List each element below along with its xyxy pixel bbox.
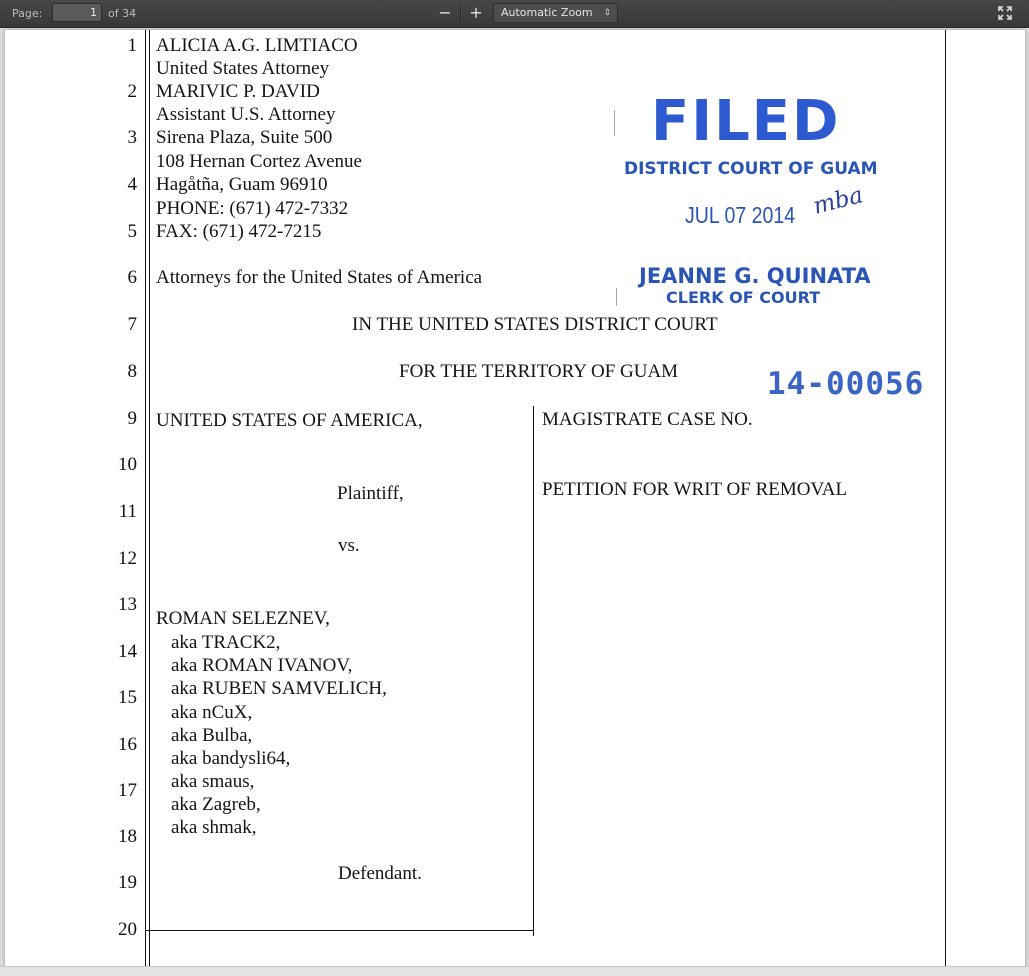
attorney-line: Assistant U.S. Attorney — [156, 104, 336, 125]
attorney-line: 108 Hernan Cortez Avenue — [156, 151, 362, 172]
alias-line: aka shmak, — [171, 817, 257, 838]
attorney-line: ALICIA A.G. LIMTIACO — [156, 35, 358, 56]
filed-stamp-court: DISTRICT COURT OF GUAM — [624, 159, 878, 179]
filed-stamp-date: JUL 07 2014 — [685, 202, 796, 228]
plaintiff-name: UNITED STATES OF AMERICA, — [156, 410, 423, 431]
attorney-line: FAX: (671) 472-7215 — [156, 221, 322, 242]
page-count: of 34 — [108, 7, 137, 20]
stamp-edge-mark — [616, 288, 617, 306]
line-number: 4 — [127, 174, 137, 195]
defendant-label: Defendant. — [338, 863, 422, 884]
attorney-line: PHONE: (671) 472-7332 — [156, 198, 349, 219]
line-number: 10 — [118, 454, 137, 475]
pdf-page — [5, 30, 1025, 975]
line-number: 3 — [127, 127, 137, 148]
line-number: 15 — [118, 687, 137, 708]
court-heading-line-2: FOR THE TERRITORY OF GUAM — [399, 361, 679, 382]
attorney-line: Sirena Plaza, Suite 500 — [156, 127, 333, 148]
zoom-select[interactable] — [493, 3, 618, 23]
versus-label: vs. — [338, 535, 360, 556]
pdf-toolbar — [0, 0, 1029, 28]
select-arrow-icon: ⇕ — [603, 8, 611, 18]
attorney-line: MARIVIC P. DAVID — [156, 81, 320, 102]
line-number: 17 — [118, 780, 137, 801]
case-number-label: MAGISTRATE CASE NO. — [542, 409, 753, 430]
zoom-select-value: Automatic Zoom — [501, 6, 593, 19]
clerk-name: JEANNE G. QUINATA — [639, 264, 871, 288]
caption-divider-rule — [533, 406, 534, 936]
alias-line: aka Bulba, — [171, 725, 253, 746]
zoom-out-button[interactable]: − — [438, 3, 452, 22]
line-number: 8 — [127, 361, 137, 382]
line-number: 2 — [127, 81, 137, 102]
page-number-input[interactable] — [52, 3, 102, 22]
case-number-stamp: 14-00056 — [767, 366, 925, 402]
petition-title: PETITION FOR WRIT OF REMOVAL — [542, 479, 848, 500]
page-label: Page: — [12, 7, 43, 20]
clerk-title: CLERK OF COURT — [666, 288, 821, 307]
document-viewer[interactable] — [0, 28, 1029, 975]
alias-line: aka ROMAN IVANOV, — [171, 655, 353, 676]
caption-bottom-rule — [145, 930, 534, 931]
plaintiff-label: Plaintiff, — [337, 483, 404, 504]
line-number: 13 — [118, 594, 137, 615]
alias-line: aka bandysli64, — [171, 748, 291, 769]
alias-line: aka nCuX, — [171, 702, 253, 723]
attorneys-for: Attorneys for the United States of America — [156, 267, 483, 288]
line-number: 11 — [118, 501, 137, 522]
line-number: 6 — [127, 267, 137, 288]
line-number: 14 — [118, 641, 137, 662]
alias-line: aka Zagreb, — [171, 794, 261, 815]
zoom-in-button[interactable]: + — [469, 3, 483, 22]
alias-line: aka RUBEN SAMVELICH, — [171, 678, 387, 699]
defendant-name: ROMAN SELEZNEV, — [156, 608, 330, 629]
line-number: 18 — [118, 826, 137, 847]
fullscreen-icon[interactable] — [996, 4, 1014, 22]
line-number: 16 — [118, 734, 137, 755]
alias-line: aka smaus, — [171, 771, 255, 792]
line-number: 7 — [127, 314, 137, 335]
line-number: 5 — [127, 221, 137, 242]
line-number: 12 — [118, 548, 137, 569]
court-heading-line-1: IN THE UNITED STATES DISTRICT COURT — [352, 314, 718, 335]
filed-stamp-title: FILED — [651, 89, 841, 154]
line-number: 19 — [118, 872, 137, 893]
left-margin-rule-inner — [149, 30, 150, 975]
attorney-line: Hagåtña, Guam 96910 — [156, 174, 328, 195]
line-number: 9 — [127, 408, 137, 429]
line-number: 20 — [118, 919, 137, 940]
right-margin-rule — [945, 30, 946, 975]
stamp-edge-mark — [614, 110, 615, 136]
alias-line: aka TRACK2, — [171, 632, 281, 653]
left-margin-rule — [145, 30, 146, 975]
toolbar-divider — [460, 6, 462, 21]
attorney-line: United States Attorney — [156, 58, 330, 79]
clerk-initials: mba — [810, 182, 866, 220]
line-number: 1 — [127, 35, 137, 56]
